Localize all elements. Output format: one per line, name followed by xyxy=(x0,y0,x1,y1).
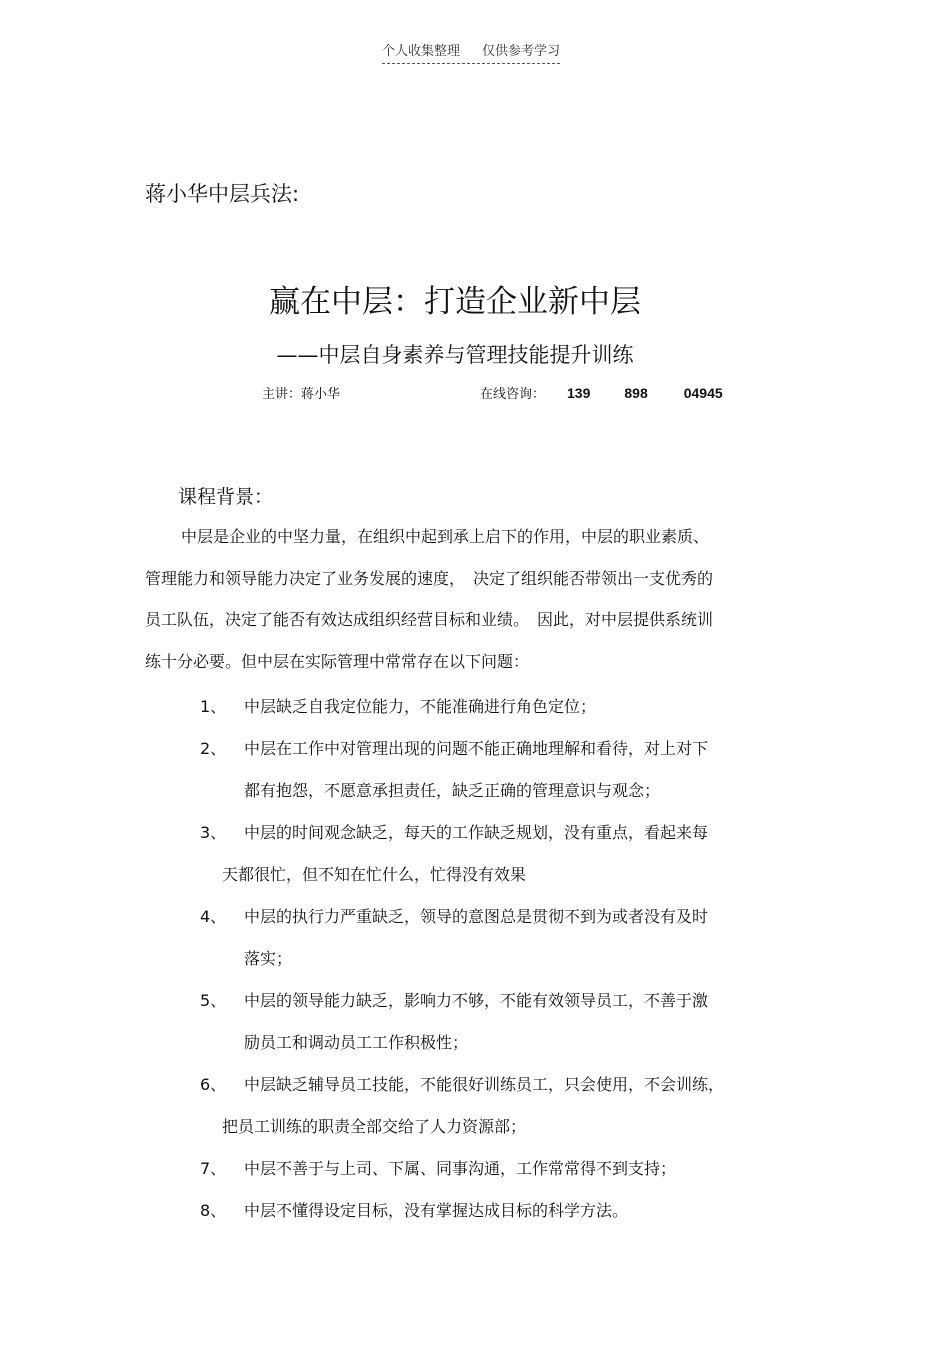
list-item-text: 中层的执行力严重缺乏，领导的意图总是贯彻不到为或者没有及时 xyxy=(244,907,709,926)
header-right-text: 仅供参考学习 xyxy=(482,44,561,59)
list-item-text: 中层缺乏辅导员工技能，不能很好训练员工，只会使用，不会训练， xyxy=(244,1075,725,1094)
list-item-text: 中层不懂得设定目标，没有掌握达成目标的科学方法。 xyxy=(244,1201,629,1220)
list-item-number: 7、 xyxy=(200,1159,227,1178)
list-item-text: 中层缺乏自我定位能力，不能准确进行角色定位； xyxy=(244,697,597,716)
consult-label: 在线咨询： xyxy=(480,387,546,402)
list-item-number: 8、 xyxy=(200,1201,227,1220)
main-title: 赢在中层：打造企业新中层 xyxy=(269,284,641,320)
list-item-text: 天都很忙，但不知在忙什么，忙得没有效果 xyxy=(222,865,527,884)
list-item-text: 中层不善于与上司、下属、同事沟通，工作常常得不到支持； xyxy=(244,1159,677,1178)
paragraph-line: 中层是企业的中坚力量，在组织中起到承上启下的作用，中层的职业素质、 xyxy=(181,527,710,546)
series-title: 蒋小华中层兵法: xyxy=(145,182,300,206)
consult-line xyxy=(480,383,723,402)
list-item-text: 落实； xyxy=(244,949,293,968)
phone-part: 04945 xyxy=(683,385,723,401)
list-item-number: 5、 xyxy=(200,991,227,1010)
paragraph-line: 练十分必要。但中层在实际管理中常常存在以下问题： xyxy=(145,651,530,671)
list-item-text: 励员工和调动员工工作积极性； xyxy=(244,1033,469,1052)
list-item-number: 3、 xyxy=(200,823,227,842)
paragraph-line: 员工队伍，决定了能否有效达成组织经营目标和业绩。 因此，对中层提供系统训 xyxy=(145,610,714,629)
section-heading: 课程背景： xyxy=(178,486,274,508)
list-item-text: 中层的时间观念缺乏，每天的工作缺乏规划，没有重点，看起来每 xyxy=(244,823,709,842)
background-paragraph xyxy=(145,524,805,690)
list-item-text: 都有抱怨，不愿意承担责任，缺乏正确的管理意识与观念； xyxy=(244,781,661,800)
list-item-text: 中层的领导能力缺乏，影响力不够，不能有效领导员工，不善于激 xyxy=(244,991,709,1010)
paragraph-line: 管理能力和领导能力决定了业务发展的速度， 决定了组织能否带领出一支优秀的 xyxy=(145,568,714,588)
subtitle: ——中层自身素养与管理技能提升训练 xyxy=(276,343,634,367)
page-header xyxy=(382,40,560,64)
phone-part: 898 xyxy=(624,385,648,401)
speaker-label: 主讲：蒋小华 xyxy=(262,387,341,402)
list-item-number: 6、 xyxy=(200,1075,227,1094)
list-item-number: 4、 xyxy=(200,907,227,926)
phone-number xyxy=(567,385,723,401)
header-left-text: 个人收集整理 xyxy=(382,44,461,59)
list-item-text: 中层在工作中对管理出现的问题不能正确地理解和看待，对上对下 xyxy=(244,739,709,758)
phone-part: 139 xyxy=(567,385,591,401)
list-item-text: 把员工训练的职责全部交给了人力资源部； xyxy=(222,1117,527,1136)
list-item-number: 1、 xyxy=(200,697,227,716)
list-item-number: 2、 xyxy=(200,739,227,758)
